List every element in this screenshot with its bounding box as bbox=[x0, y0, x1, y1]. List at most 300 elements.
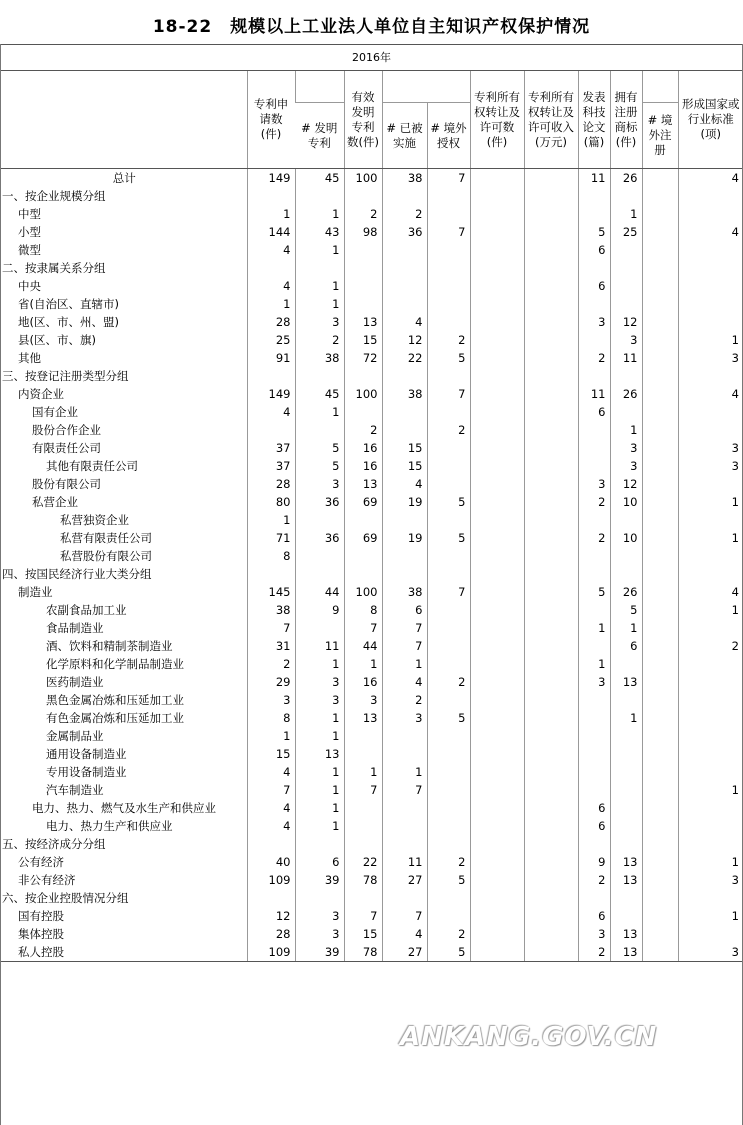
table-cell bbox=[470, 709, 524, 727]
table-cell bbox=[470, 691, 524, 709]
table-cell bbox=[642, 241, 678, 259]
table-cell bbox=[578, 439, 610, 457]
table-row bbox=[0, 673, 743, 691]
table-cell bbox=[427, 313, 470, 331]
table-cell: 13 bbox=[344, 709, 382, 727]
table-cell bbox=[470, 781, 524, 799]
table-cell bbox=[382, 421, 427, 439]
table-cell bbox=[578, 601, 610, 619]
header-blank-2 bbox=[382, 71, 427, 103]
table-cell: 36 bbox=[382, 223, 427, 241]
table-cell: 149 bbox=[247, 169, 295, 188]
table-cell: 9 bbox=[578, 853, 610, 871]
table-cell: 13 bbox=[610, 943, 642, 962]
table-cell bbox=[470, 763, 524, 781]
table-cell: 6 bbox=[578, 907, 610, 925]
left-border bbox=[0, 44, 1, 1125]
table-cell: 1 bbox=[678, 529, 743, 547]
table-cell bbox=[678, 619, 743, 637]
table-cell: 11 bbox=[578, 169, 610, 188]
table-row bbox=[0, 817, 743, 835]
table-cell bbox=[524, 493, 578, 511]
table-cell bbox=[524, 763, 578, 781]
table-cell bbox=[295, 421, 344, 439]
table-cell bbox=[470, 295, 524, 313]
table-cell: 15 bbox=[382, 439, 427, 457]
table-cell bbox=[524, 673, 578, 691]
table-cell: 1 bbox=[247, 727, 295, 745]
table-cell bbox=[470, 871, 524, 889]
table-cell: 43 bbox=[295, 223, 344, 241]
table-cell: 7 bbox=[382, 619, 427, 637]
table-cell: 1 bbox=[247, 295, 295, 313]
table-cell bbox=[427, 691, 470, 709]
table-cell bbox=[382, 727, 427, 745]
table-cell bbox=[524, 277, 578, 295]
table-cell: 1 bbox=[295, 205, 344, 223]
table-cell: 2 bbox=[578, 529, 610, 547]
table-number: 18-22 bbox=[152, 17, 213, 37]
row-label: 私营独资企业 bbox=[60, 513, 129, 527]
table-cell: 4 bbox=[247, 799, 295, 817]
table-cell: 4 bbox=[247, 817, 295, 835]
table-cell bbox=[610, 799, 642, 817]
table-cell bbox=[610, 835, 642, 853]
row-label: 国有企业 bbox=[32, 405, 78, 419]
table-cell: 39 bbox=[295, 943, 344, 962]
table-row bbox=[0, 223, 743, 241]
table-cell bbox=[678, 259, 743, 277]
table-cell: 12 bbox=[247, 907, 295, 925]
row-label: 金属制品业 bbox=[46, 729, 104, 743]
table-cell: 1 bbox=[295, 727, 344, 745]
table-cell: 3 bbox=[578, 925, 610, 943]
table-cell bbox=[524, 601, 578, 619]
table-row bbox=[0, 619, 743, 637]
table-cell bbox=[642, 781, 678, 799]
table-cell bbox=[524, 529, 578, 547]
table-cell bbox=[524, 727, 578, 745]
table-cell bbox=[610, 907, 642, 925]
table-row bbox=[0, 691, 743, 709]
row-label: 私人控股 bbox=[0, 943, 247, 962]
row-label: 六、按企业控股情况分组 bbox=[2, 891, 129, 905]
table-cell: 36 bbox=[295, 493, 344, 511]
table-cell bbox=[642, 817, 678, 835]
table-cell bbox=[678, 709, 743, 727]
table-cell: 3 bbox=[578, 313, 610, 331]
table-cell: 72 bbox=[344, 349, 382, 367]
table-cell: 16 bbox=[344, 673, 382, 691]
header-valid-invention: 有效发明专利数(件) bbox=[344, 71, 382, 169]
table-cell bbox=[642, 277, 678, 295]
table-cell: 4 bbox=[678, 385, 743, 403]
row-label: 集体控股 bbox=[18, 927, 64, 941]
header-label-col bbox=[0, 71, 247, 169]
table-row bbox=[0, 781, 743, 799]
table-cell: 2 bbox=[427, 331, 470, 349]
table-cell: 1 bbox=[678, 331, 743, 349]
header-transfer-income: 专利所有权转让及许可收入(万元) bbox=[524, 71, 578, 169]
table-cell: 5 bbox=[427, 943, 470, 962]
table-cell bbox=[524, 655, 578, 673]
table-cell bbox=[642, 871, 678, 889]
table-cell bbox=[524, 187, 578, 205]
table-cell bbox=[427, 277, 470, 295]
table-cell bbox=[642, 565, 678, 583]
table-cell bbox=[247, 421, 295, 439]
table-cell: 10 bbox=[610, 529, 642, 547]
table-cell bbox=[344, 889, 382, 907]
table-cell: 1 bbox=[610, 421, 642, 439]
table-cell: 3 bbox=[578, 673, 610, 691]
table-cell bbox=[524, 889, 578, 907]
table-cell bbox=[642, 187, 678, 205]
header-foreign-granted: # 境外授权 bbox=[427, 103, 470, 169]
table-cell bbox=[524, 223, 578, 241]
table-cell bbox=[524, 925, 578, 943]
row-label: 股份合作企业 bbox=[32, 423, 101, 437]
table-cell bbox=[382, 277, 427, 295]
table-cell bbox=[578, 511, 610, 529]
table-cell bbox=[470, 475, 524, 493]
table-cell: 8 bbox=[247, 709, 295, 727]
table-cell bbox=[247, 835, 295, 853]
table-cell: 3 bbox=[295, 691, 344, 709]
table-cell bbox=[295, 511, 344, 529]
table-cell: 149 bbox=[247, 385, 295, 403]
table-cell bbox=[610, 295, 642, 313]
table-cell bbox=[470, 907, 524, 925]
table-cell: 6 bbox=[578, 817, 610, 835]
table-cell bbox=[678, 421, 743, 439]
table-cell bbox=[578, 691, 610, 709]
table-cell bbox=[642, 511, 678, 529]
table-cell bbox=[642, 583, 678, 601]
table-cell bbox=[524, 565, 578, 583]
table-cell: 2 bbox=[247, 655, 295, 673]
table-cell: 1 bbox=[295, 709, 344, 727]
table-row bbox=[0, 889, 743, 907]
table-cell: 5 bbox=[427, 349, 470, 367]
table-cell: 12 bbox=[610, 475, 642, 493]
table-cell bbox=[678, 925, 743, 943]
table-cell bbox=[524, 295, 578, 313]
row-label: 制造业 bbox=[18, 585, 53, 599]
header-blank-4 bbox=[642, 71, 678, 103]
table-cell bbox=[470, 169, 524, 188]
table-cell bbox=[524, 511, 578, 529]
table-cell bbox=[678, 889, 743, 907]
table-cell bbox=[578, 727, 610, 745]
table-cell bbox=[678, 475, 743, 493]
table-cell: 100 bbox=[344, 385, 382, 403]
table-cell: 2 bbox=[295, 331, 344, 349]
table-cell bbox=[427, 889, 470, 907]
table-cell: 26 bbox=[610, 169, 642, 188]
table-cell bbox=[344, 241, 382, 259]
table-row bbox=[0, 313, 743, 331]
table-cell bbox=[678, 691, 743, 709]
table-cell bbox=[427, 295, 470, 313]
table-cell bbox=[344, 403, 382, 421]
table-cell: 7 bbox=[344, 781, 382, 799]
table-cell: 2 bbox=[344, 421, 382, 439]
table-cell: 109 bbox=[247, 943, 295, 962]
table-cell: 2 bbox=[382, 205, 427, 223]
table-cell: 109 bbox=[247, 871, 295, 889]
table-cell bbox=[578, 421, 610, 439]
table-cell bbox=[524, 421, 578, 439]
row-label: 二、按隶属关系分组 bbox=[2, 261, 106, 275]
table-cell bbox=[642, 619, 678, 637]
table-row bbox=[0, 403, 743, 421]
table-cell: 13 bbox=[610, 673, 642, 691]
table-cell bbox=[382, 817, 427, 835]
table-cell: 13 bbox=[295, 745, 344, 763]
table-cell: 11 bbox=[295, 637, 344, 655]
table-cell: 4 bbox=[382, 925, 427, 943]
table-cell bbox=[470, 367, 524, 385]
row-label: 通用设备制造业 bbox=[46, 747, 127, 761]
table-cell bbox=[642, 403, 678, 421]
row-label: 有限责任公司 bbox=[32, 441, 101, 455]
table-cell bbox=[610, 565, 642, 583]
table-cell: 3 bbox=[295, 475, 344, 493]
table-cell bbox=[470, 403, 524, 421]
table-cell bbox=[678, 403, 743, 421]
row-label: 省(自治区、直辖市) bbox=[18, 297, 119, 311]
row-label: 化学原料和化学制品制造业 bbox=[46, 657, 184, 671]
table-cell bbox=[344, 799, 382, 817]
table-cell bbox=[642, 313, 678, 331]
table-cell bbox=[610, 727, 642, 745]
table-cell: 1 bbox=[678, 493, 743, 511]
row-label: 中央 bbox=[18, 279, 41, 293]
table-cell bbox=[427, 781, 470, 799]
row-label: 非公有经济 bbox=[18, 873, 76, 887]
table-cell bbox=[610, 187, 642, 205]
table-cell bbox=[427, 241, 470, 259]
table-cell bbox=[578, 367, 610, 385]
table-cell bbox=[470, 223, 524, 241]
table-row bbox=[0, 385, 743, 403]
row-label: 县(区、市、旗) bbox=[18, 333, 96, 347]
table-cell bbox=[642, 493, 678, 511]
row-label: 电力、热力、燃气及水生产和供应业 bbox=[32, 801, 216, 815]
table-cell: 1 bbox=[678, 907, 743, 925]
header-trademarks: 拥有注册商标(件) bbox=[610, 71, 642, 169]
table-cell bbox=[470, 385, 524, 403]
row-label: 汽车制造业 bbox=[46, 783, 104, 797]
table-cell: 3 bbox=[678, 439, 743, 457]
table-cell bbox=[678, 727, 743, 745]
table-cell: 1 bbox=[382, 655, 427, 673]
table-cell bbox=[610, 259, 642, 277]
table-cell: 27 bbox=[382, 943, 427, 962]
table-cell: 28 bbox=[247, 475, 295, 493]
table-cell: 10 bbox=[610, 493, 642, 511]
table-cell: 28 bbox=[247, 925, 295, 943]
table-cell: 37 bbox=[247, 457, 295, 475]
table-cell bbox=[678, 241, 743, 259]
row-label: 食品制造业 bbox=[46, 621, 104, 635]
table-cell bbox=[642, 799, 678, 817]
table-cell bbox=[470, 637, 524, 655]
table-cell bbox=[524, 583, 578, 601]
row-label: 五、按经济成分分组 bbox=[2, 837, 106, 851]
table-title-text: 规模以上工业法人单位自主知识产权保护情况 bbox=[230, 17, 591, 37]
table-cell bbox=[427, 637, 470, 655]
table-cell bbox=[678, 763, 743, 781]
table-cell: 45 bbox=[295, 169, 344, 188]
table-cell: 29 bbox=[247, 673, 295, 691]
table-cell bbox=[578, 205, 610, 223]
table-cell bbox=[427, 457, 470, 475]
table-cell bbox=[524, 457, 578, 475]
table-cell: 8 bbox=[247, 547, 295, 565]
table-cell bbox=[427, 439, 470, 457]
table-cell bbox=[470, 853, 524, 871]
table-cell bbox=[610, 367, 642, 385]
table-cell bbox=[344, 727, 382, 745]
table-cell bbox=[642, 889, 678, 907]
row-label: 专用设备制造业 bbox=[46, 765, 127, 779]
table-cell: 3 bbox=[678, 349, 743, 367]
table-row bbox=[0, 457, 743, 475]
table-cell: 1 bbox=[610, 205, 642, 223]
table-cell: 1 bbox=[295, 763, 344, 781]
row-label: 股份有限公司 bbox=[32, 477, 101, 491]
table-cell bbox=[642, 745, 678, 763]
table-row bbox=[0, 637, 743, 655]
table-cell bbox=[678, 205, 743, 223]
table-cell: 1 bbox=[295, 241, 344, 259]
table-cell bbox=[344, 367, 382, 385]
table-cell: 2 bbox=[427, 853, 470, 871]
table-cell: 145 bbox=[247, 583, 295, 601]
table-cell bbox=[427, 619, 470, 637]
table-cell bbox=[678, 277, 743, 295]
table-cell: 1 bbox=[610, 709, 642, 727]
table-cell bbox=[470, 421, 524, 439]
table-cell: 2 bbox=[382, 691, 427, 709]
table-cell: 1 bbox=[344, 655, 382, 673]
table-cell bbox=[578, 259, 610, 277]
table-cell bbox=[678, 799, 743, 817]
table-cell: 69 bbox=[344, 529, 382, 547]
table-cell: 1 bbox=[295, 781, 344, 799]
table-cell bbox=[610, 403, 642, 421]
table-cell bbox=[344, 187, 382, 205]
table-cell bbox=[427, 799, 470, 817]
table-row bbox=[0, 367, 743, 385]
table-row bbox=[0, 439, 743, 457]
table-cell: 69 bbox=[344, 493, 382, 511]
table-cell bbox=[642, 853, 678, 871]
table-cell: 13 bbox=[344, 313, 382, 331]
table-cell: 12 bbox=[382, 331, 427, 349]
table-cell bbox=[382, 367, 427, 385]
table-cell: 15 bbox=[247, 745, 295, 763]
table-cell: 3 bbox=[610, 439, 642, 457]
table-row bbox=[0, 835, 743, 853]
table-cell: 3 bbox=[295, 925, 344, 943]
table-cell: 2 bbox=[427, 673, 470, 691]
table-cell: 6 bbox=[578, 799, 610, 817]
table-cell bbox=[470, 889, 524, 907]
table-cell: 5 bbox=[427, 871, 470, 889]
table-cell: 78 bbox=[344, 943, 382, 962]
table-cell bbox=[524, 619, 578, 637]
table-cell bbox=[427, 763, 470, 781]
table-cell: 4 bbox=[247, 241, 295, 259]
table-cell: 44 bbox=[344, 637, 382, 655]
table-cell bbox=[295, 889, 344, 907]
table-cell bbox=[524, 547, 578, 565]
table-cell bbox=[470, 925, 524, 943]
table-cell: 6 bbox=[578, 277, 610, 295]
table-cell bbox=[427, 259, 470, 277]
table-cell bbox=[642, 349, 678, 367]
table-cell bbox=[642, 673, 678, 691]
table-cell: 5 bbox=[578, 583, 610, 601]
table-cell bbox=[642, 169, 678, 188]
row-label: 其他 bbox=[18, 351, 41, 365]
table-cell: 5 bbox=[295, 439, 344, 457]
table-cell bbox=[470, 187, 524, 205]
table-cell bbox=[427, 475, 470, 493]
table-cell: 5 bbox=[295, 457, 344, 475]
table-cell: 3 bbox=[678, 871, 743, 889]
table-cell bbox=[382, 187, 427, 205]
table-cell: 7 bbox=[427, 583, 470, 601]
table-cell: 3 bbox=[610, 457, 642, 475]
table-cell: 19 bbox=[382, 529, 427, 547]
table-cell: 1 bbox=[578, 619, 610, 637]
table-cell: 1 bbox=[344, 763, 382, 781]
table-cell bbox=[344, 259, 382, 277]
row-label: 酒、饮料和精制茶制造业 bbox=[46, 639, 173, 653]
table-cell bbox=[470, 493, 524, 511]
table-cell: 38 bbox=[295, 349, 344, 367]
row-label: 国有控股 bbox=[18, 909, 64, 923]
table-cell: 1 bbox=[247, 511, 295, 529]
table-cell: 3 bbox=[578, 475, 610, 493]
table-cell: 4 bbox=[382, 313, 427, 331]
table-cell: 19 bbox=[382, 493, 427, 511]
table-cell: 1 bbox=[610, 619, 642, 637]
table-cell: 16 bbox=[344, 439, 382, 457]
data-table-wrapper bbox=[0, 70, 743, 962]
table-cell: 1 bbox=[295, 295, 344, 313]
table-cell: 100 bbox=[344, 169, 382, 188]
table-cell bbox=[470, 439, 524, 457]
table-cell bbox=[524, 691, 578, 709]
table-cell: 2 bbox=[678, 637, 743, 655]
table-cell bbox=[578, 637, 610, 655]
table-cell bbox=[642, 727, 678, 745]
table-cell: 144 bbox=[247, 223, 295, 241]
table-row bbox=[0, 187, 743, 205]
table-cell bbox=[382, 259, 427, 277]
table-cell bbox=[427, 601, 470, 619]
table-cell: 2 bbox=[427, 421, 470, 439]
table-cell bbox=[678, 745, 743, 763]
table-cell bbox=[470, 745, 524, 763]
table-cell bbox=[678, 655, 743, 673]
table-cell bbox=[578, 835, 610, 853]
